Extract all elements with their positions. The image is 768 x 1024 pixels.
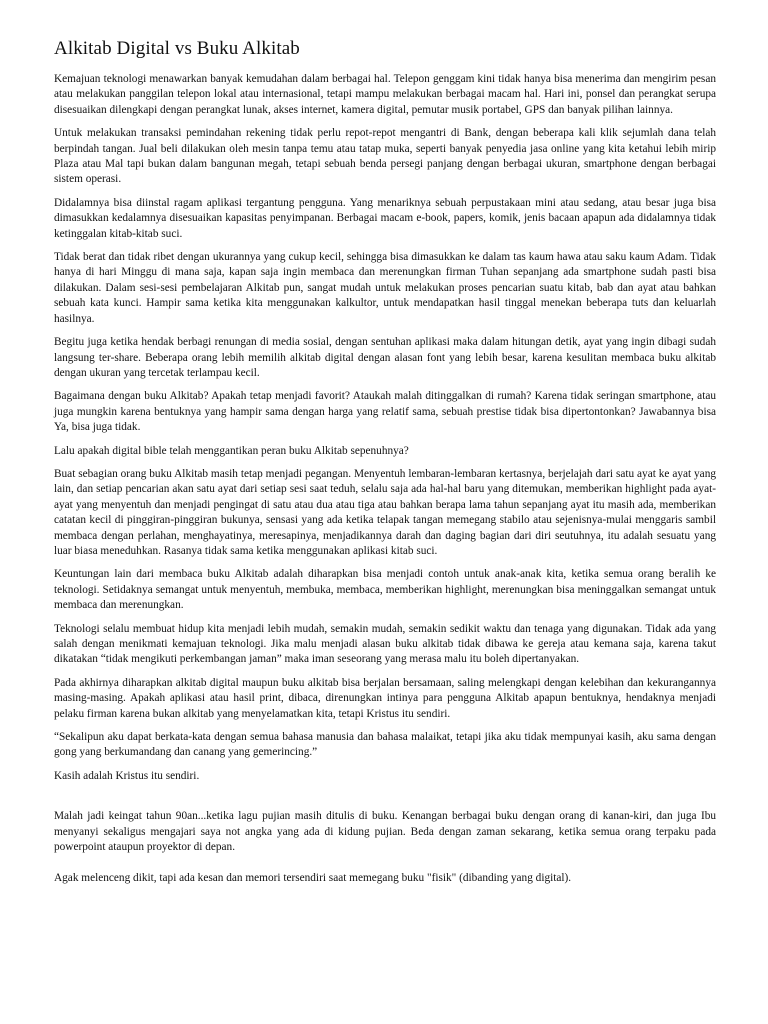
paragraph-11: Pada akhirnya diharapkan alkitab digital maupun buku alkitab bisa berjalan bersamaan, saling melengkapi dengan kelebihan dan kekurangannya masing-masing. Apakah aplikasi atau hasil print, dibaca, direnungkan intinya para pengguna Alkitab apapun bentuknya, hendaknya menjadi pelaku firman karena bukan alkitab yang menyelamatkan kita, tetapi Kristus itu sendiri. — [54, 676, 716, 720]
paragraph-10: Teknologi selalu membuat hidup kita menjadi lebih mudah, semakin mudah, semakin sedikit waktu dan tenaga yang digunakan. Tidak ada yang salah dengan menikmati kemajuan teknologi. Jika malu menjadi alasan buku alkitab tidak dibawa ke gereja atau kemana saja, karena takut dikatakan “tidak mengikuti perkembangan jaman” maka iman seseorang yang merasa malu itu boleh dipertanyakan. — [54, 622, 716, 666]
paragraph-3: Didalamnya bisa diinstal ragam aplikasi tergantung pengguna. Yang menariknya sebuah perpustakaan mini atau sedang, atau besar juga bisa dimasukkan kedalamnya disesuaikan kapasitas penyimpanan. Berbagai macam e-book, papers, komik, jenis bacaan apapun ada didalamnya tidak ketinggalan kitab-kitab suci. — [54, 196, 716, 240]
paragraph-6: Bagaimana dengan buku Alkitab? Apakah tetap menjadi favorit? Ataukah malah ditinggalkan di rumah? Karena tidak seringan smartphone, atau juga mungkin karena bentuknya yang hampir sama dengan harga yang relatif sama, sebuah prestise tidak bisa dipertontonkan? Jawabannya bisa Ya, bisa juga tidak. — [54, 390, 716, 434]
postscript-spacer — [54, 863, 716, 871]
section-spacer — [54, 792, 716, 809]
paragraph-1: Kemajuan teknologi menawarkan banyak kemudahan dalam berbagai hal. Telepon genggam kini tidak hanya bisa menerima dan mengirim pesan atau melakukan panggilan telepon lokal atau internasional, tetapi mampu melakukan berbagai macam hal. Hari ini, ponsel dan perangkat serupa disesuaikan dilengkapi dengan perangkat lunak, akses internet, kamera digital, pemutar musik portabel, GPS dan banyak pilihan lainnya. — [54, 73, 716, 116]
paragraph-9: Keuntungan lain dari membaca buku Alkitab adalah diharapkan bisa menjadi contoh untuk anak-anak kita, ketika semua orang beralih ke teknologi. Setidaknya semangat untuk menyentuh, membuka, membaca, memberikan highlight, merenungkan bisa meninggalkan semangat untuk membaca dan merenungkan. — [54, 568, 716, 612]
paragraph-2: Untuk melakukan transaksi pemindahan rekening tidak perlu repot-repot mengantri di Bank, dengan beberapa kali klik sejumlah dana telah berpindah tangan. Jual beli dilakukan oleh mesin tanpa temu atau tatap muka, seperti banyak penyedia jasa online yang kita ketahui lebih mirip Plaza atau Mal tapi bukan dalam bangunan megah, tetapi sebuah benda persegi panjang dengan berbagai ukuran, smartphone dengan berbagai sistem operasi. — [54, 127, 716, 186]
paragraph-8: Buat sebagian orang buku Alkitab masih tetap menjadi pegangan. Menyentuh lembaran-lembaran kertasnya, berjelajah dari satu ayat ke ayat yang lain, dan setiap pencarian akan satu ayat dari setiap sesi saat teduh, selalu saja ada hal-hal baru yang ditemukan, memberikan highlight pada ayat-ayat yang menyentuh dan menjadi pengingat di satu atau dua atau tiga atau bahkan berapa lama tahun sepanjang ayat itu masih ada, memberikan catatan kecil di pinggiran-pinggiran bukunya, sensasi yang ada ketika telapak tangan memegang stabilo atau sejenisnya-mulai menggaris sambil membaca dengan perlahan, menghayatinya, meresapinya, menjadikannya darah dan daging bagian dari diri seutuhnya, itu adalah sesuatu yang luar biasa meneduhkan. Rasanya tidak sama ketika menggunakan aplikasi kitab suci. — [54, 467, 716, 557]
paragraph-4: Tidak berat dan tidak ribet dengan ukurannya yang cukup kecil, sehingga bisa dimasukkan ke dalam tas kaum hawa atau saku kaum Adam. Tidak hanya di hari Minggu di mana saja, kapan saja ingin membaca dan merenungkan firman Tuhan sepanjang ada smartphone sudah pasti bisa dilakukan. Dalam sesi-sesi pembelajaran Alkitab pun, sangat mudah untuk melakukan proses pencarian suatu kitab, bab dan ayat atau bahkan sebuah kata kunci. Hampir sama ketika kita menggunakan kalkultor, untuk mendapatkan hasil tinggal menekan beberapa tuts dan keluarlah hasilnya. — [54, 251, 716, 325]
closing-line: Kasih adalah Kristus itu sendiri. — [54, 769, 200, 782]
paragraph-7: Lalu apakah digital bible telah menggantikan peran buku Alkitab sepenuhnya? — [54, 444, 409, 457]
bible-quote: “Sekalipun aku dapat berkata-kata dengan semua bahasa manusia dan bahasa malaikat, tetapi jika aku tidak mempunyai kasih, aku sama dengan gong yang berkumandang dan canang yang gemerincing.” — [54, 731, 716, 759]
paragraph-5: Begitu juga ketika hendak berbagi renungan di media sosial, dengan sentuhan aplikasi maka dalam hitungan detik, ayat yang ingin dibagi sudah langsung ter-share. Beberapa orang lebih memilih alkitab digital dengan alasan font yang lebih besar, karena kesulitan membaca buku alkitab dengan ukuran yang tercetak terlampau kecil. — [54, 336, 716, 379]
postscript-paragraph-1: Malah jadi keingat tahun 90an...ketika lagu pujian masih ditulis di buku. Kenangan berbagai buku dengan orang di kanan-kiri, dan juga Ibu menyanyi sekaligus mengajari saya not angka yang ada di kidung pujian. Beda dengan zaman sekarang, ketika semua orang terpaku pada powerpoint ataupun proyektor di depan. — [54, 810, 716, 854]
document-title: Alkitab Digital vs Buku Alkitab — [54, 38, 300, 59]
postscript-paragraph-2: Agak melenceng dikit, tapi ada kesan dan memori tersendiri saat memegang buku "fisik" (dibanding yang digital). — [54, 872, 572, 885]
